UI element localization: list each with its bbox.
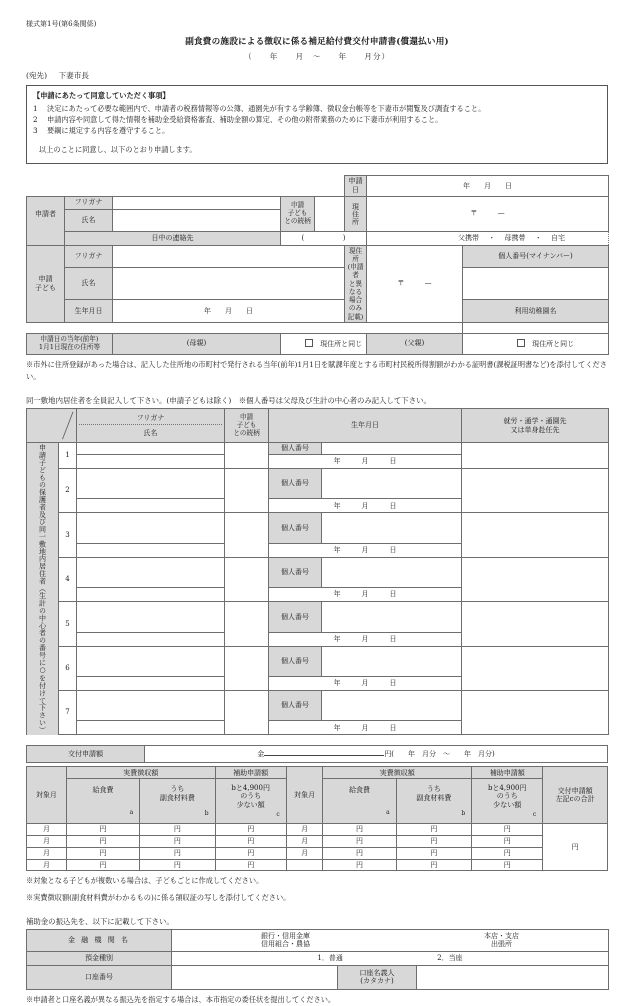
addressee-line — [26, 71, 608, 80]
side-dish-line1-right: うち — [426, 785, 441, 794]
bank-branch-line2: 出張所 — [491, 940, 513, 949]
account-number-label: 口座番号 — [27, 965, 172, 989]
child-address-line4: 場合のみ — [348, 296, 363, 313]
child-address-line5: 記載) — [347, 312, 364, 321]
resident-row — [27, 646, 609, 676]
resident-mynumber-label: 個人番号 — [269, 646, 322, 676]
month-cell-right[interactable] — [286, 859, 323, 871]
side-dish-cell-left[interactable]: 円 — [140, 847, 215, 859]
phone-paren-close: ) — [342, 233, 346, 242]
daytime-contact-label: 日中の連絡先 — [65, 231, 281, 245]
resident-birthdate-input[interactable]: 年 月 日 — [269, 455, 462, 469]
resident-birthdate-input[interactable]: 年 月 日 — [269, 543, 462, 557]
phone-type-options[interactable] — [367, 231, 609, 245]
actual-collection-header-left: 実費徴収額 — [66, 767, 215, 779]
kindergarten-value-row — [27, 322, 609, 333]
resident-furigana-input[interactable] — [77, 557, 225, 587]
form-code: 様式第1号(第6条関係) — [26, 20, 97, 28]
residents-lead: 同一敷地内居住者を全員記入して下さい。(申請子どもは除く) ※個人番号は父母及び生計の中心者のみ記入して下さい。 — [26, 396, 431, 406]
address-note: ※市外に住所登録があった場合は、記入した住所地の市町村で発行される当年(前年)1月1日を賦課年度とする市町村民税所得割額がわかる証明書(課税証明書など)を添付してください。 — [26, 359, 607, 382]
actual-collection-header-right: 実費徴収額 — [323, 767, 472, 779]
child-address-input[interactable] — [367, 245, 463, 322]
resident-work-input[interactable] — [462, 602, 609, 646]
account-holder-line2: (カタカナ) — [360, 977, 394, 986]
deposit-option-toza[interactable]: 2．当座 — [437, 953, 463, 962]
account-number-input[interactable] — [172, 965, 338, 989]
child-label-line2: 子ども — [35, 283, 56, 292]
lesser-amount-header-left — [215, 779, 286, 824]
column-mark-c-right: c — [532, 811, 537, 819]
side-dish-cell-right[interactable]: 円 — [396, 859, 471, 871]
mynumber-label: 個人番号(マイナンバー) — [463, 245, 609, 268]
resident-row — [27, 443, 609, 455]
resident-mynumber-input[interactable] — [322, 690, 462, 720]
grant-amount-row — [27, 746, 608, 763]
child-name-input[interactable] — [113, 268, 345, 300]
meal-fee-cell-right[interactable]: 円 — [323, 859, 396, 871]
resident-row — [27, 513, 609, 543]
consent-item — [33, 114, 601, 125]
resident-birthdate-input[interactable]: 年 月 日 — [269, 676, 462, 690]
resident-name-input[interactable] — [77, 721, 225, 735]
current-address-label: 現住所 — [345, 196, 367, 231]
phone-type-father[interactable]: 父携帯 — [458, 233, 480, 242]
postal-dash: — — [497, 209, 505, 218]
resident-furigana-input[interactable] — [77, 646, 225, 676]
side-dish-line1-left: うち — [170, 785, 185, 794]
meal-fee-cell-right[interactable]: 円 — [323, 836, 396, 848]
grand-total-line2: 左記cの合計 — [555, 795, 595, 804]
lesser-line2-right: のうち — [496, 792, 518, 801]
consent-heading: 【申請にあたって同意していただく事項】 — [33, 91, 170, 101]
resident-mynumber-label: 個人番号 — [269, 557, 322, 587]
grant-amount-suffix: 円( 年 月分 〜 年 月分) — [384, 750, 495, 759]
side-dish-cell-left[interactable]: 円 — [140, 859, 215, 871]
residents-vertical-label: 申請子どもの保護者及び同一敷地内居住者（生計の中心者の番号に○を付けて下さい） — [27, 443, 59, 735]
consent-item-number: 3 — [33, 125, 38, 135]
resident-relation-input[interactable] — [225, 513, 269, 557]
resident-row — [27, 469, 609, 499]
bank-institution-row — [27, 929, 609, 951]
lesser-cell-left[interactable]: 円 — [215, 824, 286, 836]
account-holder-label — [338, 965, 417, 989]
addressee-label: (宛先) — [26, 70, 48, 80]
father-same-address-checkbox[interactable] — [517, 339, 525, 347]
column-mark-c-left: c — [276, 811, 280, 819]
grant-amount-label: 交付申請額 — [27, 746, 145, 763]
deposit-option-futsu[interactable]: 1．普通 — [317, 953, 343, 962]
bank-branch-types — [484, 932, 519, 949]
meal-fee-header-right — [323, 779, 396, 824]
lesser-cell-left[interactable]: 円 — [215, 859, 286, 871]
month-cell-right[interactable]: 月 — [286, 824, 323, 836]
kindergarten-label: 利用幼稚園名 — [463, 300, 609, 323]
account-holder-line1: 口座名義人 — [359, 968, 395, 977]
child-address-label — [345, 245, 367, 322]
resident-relation-input[interactable] — [225, 469, 269, 513]
resident-number: 3 — [59, 513, 77, 557]
lesser-line3-left: 少ない額 — [236, 800, 265, 809]
child-birthdate-input[interactable]: 年 月 日 — [113, 300, 345, 323]
grand-total-cell[interactable]: 円 — [543, 824, 608, 871]
column-mark-b-left: b — [204, 810, 209, 818]
resident-mynumber-label: 個人番号 — [269, 602, 322, 632]
bank-type-line2: 信用組合・農協 — [261, 940, 310, 949]
consent-item-text: 決定にあたって必要な範囲内で、申請者の税務情報等の公簿、通園先が有する学齢簿、徴収金台帳等を下妻市が閲覧及び調査すること。 — [47, 103, 486, 113]
subsidy-request-header-right: 補助申請額 — [472, 767, 543, 779]
bank-branch-line1: 本店・支店 — [484, 931, 520, 940]
child-furigana-input[interactable] — [113, 245, 345, 268]
resident-birthdate-input[interactable]: 年 月 日 — [269, 721, 462, 735]
meal-fee-cell-left[interactable]: 円 — [66, 859, 139, 871]
resident-name-input[interactable] — [77, 499, 225, 513]
resident-work-input[interactable] — [462, 557, 609, 601]
resident-birthdate-input[interactable]: 年 月 日 — [269, 499, 462, 513]
lesser-cell-right[interactable]: 円 — [472, 847, 543, 859]
mother-address-input[interactable] — [281, 333, 367, 354]
month-cell-left[interactable]: 月 — [27, 824, 67, 836]
child-address-line2: (申請者 — [347, 263, 364, 280]
resident-name-input[interactable] — [77, 676, 225, 690]
resident-mynumber-input[interactable] — [322, 646, 462, 676]
grand-total-header — [543, 767, 608, 824]
lesser-line1-right: bと4,900円 — [487, 784, 527, 793]
bank-lead: 補助金の振込先を、以下に記載して下さい。 — [26, 916, 174, 926]
payment-row — [27, 847, 608, 859]
phone-type-home[interactable]: 自宅 — [550, 233, 565, 242]
applicant-furigana-row — [27, 196, 609, 209]
payment-header-row-1 — [27, 767, 608, 779]
meal-fee-header-left — [66, 779, 139, 824]
resident-mynumber-label: 個人番号 — [269, 690, 322, 720]
relation-label-line1: 申請 — [290, 200, 305, 209]
resident-mynumber-label: 個人番号 — [269, 469, 322, 499]
meal-fee-cell-left[interactable]: 円 — [66, 847, 139, 859]
relation-label — [281, 196, 315, 231]
payment-row — [27, 859, 608, 871]
meal-fee-label-right: 給食費 — [349, 786, 371, 795]
resident-work-input[interactable] — [462, 513, 609, 557]
payment-row — [27, 824, 608, 836]
meal-fee-label-left: 給食費 — [92, 786, 114, 795]
lesser-cell-right[interactable]: 円 — [472, 859, 543, 871]
target-month-header-left: 対象月 — [27, 767, 67, 824]
child-name-label: 氏名 — [65, 268, 113, 300]
resident-mynumber-input[interactable] — [322, 469, 462, 499]
grant-amount-prefix: 金 — [257, 750, 265, 759]
consent-item — [33, 125, 601, 136]
resident-relation-input[interactable] — [225, 443, 269, 469]
grant-amount-table — [26, 745, 608, 763]
father-same-address-label: 現住所と同じ — [532, 339, 575, 348]
consent-item-number: 1 — [33, 103, 38, 113]
application-date-row — [27, 176, 609, 197]
application-date-field[interactable]: 年 月 日 — [367, 176, 609, 197]
target-month-header-right: 対象月 — [286, 767, 323, 824]
account-number-row — [27, 965, 609, 989]
residents-relation-line1: 申請 — [239, 412, 254, 421]
residents-name-header-label: 氏名 — [143, 428, 158, 437]
father-label: (父親) — [367, 333, 463, 354]
meal-fee-cell-right[interactable]: 円 — [323, 847, 396, 859]
jan1-line2: 1月1日現在の住所等 — [38, 342, 101, 351]
name-label: 氏名 — [65, 209, 113, 231]
addressee-name: 下妻市長 — [58, 70, 89, 80]
jan1-address-label — [27, 333, 113, 354]
bank-type-line1: 銀行・信用金庫 — [261, 931, 310, 940]
column-mark-b-right: b — [461, 810, 466, 818]
child-name-row — [27, 268, 609, 300]
residents-header-row — [27, 409, 609, 443]
resident-relation-input[interactable] — [225, 690, 269, 734]
bank-institution-input[interactable] — [172, 929, 609, 951]
lesser-line1-left: bと4,900円 — [231, 784, 270, 793]
residents-name-header — [77, 409, 225, 443]
applicant-label: 申請者 — [27, 196, 65, 231]
meal-fee-cell-left[interactable]: 円 — [66, 824, 139, 836]
side-dish-line2-left: 副食材料費 — [159, 793, 195, 802]
applicant-table — [26, 175, 609, 355]
grant-amount-input[interactable] — [145, 746, 608, 763]
child-address-line1: 現住所 — [348, 246, 363, 263]
deposit-type-row — [27, 951, 609, 965]
side-dish-cell-right[interactable]: 円 — [396, 824, 471, 836]
residents-relation-line3: との続柄 — [233, 428, 260, 437]
residents-birthdate-header: 生年月日 — [269, 409, 462, 443]
side-dish-line2-right: 副食材料費 — [416, 793, 452, 802]
residents-table — [26, 408, 609, 735]
resident-mynumber-label: 個人番号 — [269, 513, 322, 543]
child-label — [27, 245, 65, 322]
jan1-address-row — [27, 333, 609, 354]
column-mark-a-left: a — [129, 809, 134, 817]
lesser-cell-left[interactable]: 円 — [215, 836, 286, 848]
payment-breakdown-table — [26, 766, 608, 871]
resident-mynumber-label: 個人番号 — [269, 443, 322, 455]
payment-row — [27, 836, 608, 848]
kindergarten-input[interactable] — [463, 322, 609, 333]
payment-note-1: ※対象となる子どもが複数いる場合は、子どもごとに作成してください。 — [26, 876, 264, 886]
month-cell-left[interactable]: 月 — [27, 847, 67, 859]
applicant-furigana-input[interactable] — [113, 196, 281, 209]
meal-fee-cell-left[interactable]: 円 — [66, 836, 139, 848]
side-dish-cell-left[interactable]: 円 — [140, 824, 215, 836]
resident-relation-input[interactable] — [225, 646, 269, 690]
resident-number: 1 — [59, 443, 77, 469]
side-dish-header-left — [140, 779, 215, 824]
bank-note: ※申請者と口座名義が異なる振込先を指定する場合は、本市指定の委任状を提出してください。 — [26, 994, 336, 1004]
page-title: 副食費の施設による徴収に係る補足給付費交付申請書(償還払い用) — [185, 36, 449, 47]
lesser-cell-left[interactable]: 円 — [215, 847, 286, 859]
lesser-line2-left: のうち — [240, 792, 262, 801]
child-address-line3: と異なる — [348, 279, 363, 296]
resident-number: 7 — [59, 690, 77, 734]
applicant-name-input[interactable] — [113, 209, 281, 231]
relation-label-line3: との続柄 — [284, 216, 311, 225]
residents-relation-header — [225, 409, 269, 443]
resident-row — [27, 690, 609, 720]
resident-work-input[interactable] — [462, 469, 609, 513]
mother-label: (母親) — [113, 333, 281, 354]
child-birthdate-row — [27, 300, 609, 323]
child-postal-mark: 〒 — [397, 279, 405, 288]
form-body — [26, 20, 608, 1006]
consent-item-number: 2 — [33, 114, 38, 124]
resident-relation-input[interactable] — [225, 557, 269, 601]
mynumber-input[interactable] — [463, 268, 609, 300]
grand-total-line1: 交付申請額 — [557, 787, 593, 795]
side-dish-cell-right[interactable]: 円 — [396, 836, 471, 848]
residents-work-header — [462, 409, 609, 443]
mother-same-address-label: 現住所と同じ — [320, 339, 363, 348]
resident-mynumber-input[interactable] — [322, 513, 462, 543]
resident-name-input[interactable] — [77, 588, 225, 602]
child-label-line1: 申請 — [38, 275, 53, 284]
mother-same-address-checkbox[interactable] — [305, 339, 313, 347]
meal-fee-cell-right[interactable]: 円 — [323, 824, 396, 836]
resident-relation-input[interactable] — [225, 602, 269, 646]
month-cell-left[interactable]: 月 — [27, 859, 67, 871]
lesser-cell-right[interactable]: 円 — [472, 824, 543, 836]
resident-mynumber-input[interactable] — [322, 557, 462, 587]
child-furigana-row — [27, 245, 609, 268]
resident-number: 6 — [59, 646, 77, 690]
bank-institution-label: 金 融 機 関 名 — [27, 929, 172, 951]
resident-number: 4 — [59, 557, 77, 601]
consent-item-text: 要綱に規定する内容を遵守すること。 — [47, 125, 170, 135]
month-cell-right[interactable]: 月 — [286, 836, 323, 848]
residents-vertical-header-spacer — [27, 409, 59, 443]
consent-item-text: 申請内容や同意して得た情報を補助金受給資格審査、補助金額の算定、その他の附帯業務のために下妻市が利用すること。 — [47, 114, 443, 124]
bank-institution-types — [261, 932, 310, 949]
account-holder-input[interactable] — [417, 965, 609, 989]
applicant-address-input[interactable] — [367, 196, 609, 231]
resident-furigana-input[interactable] — [77, 602, 225, 632]
resident-birthdate-input[interactable]: 年 月 日 — [269, 632, 462, 646]
lesser-line3-right: 少ない額 — [493, 800, 522, 809]
phone-paren-open: ( — [301, 233, 305, 242]
postal-mark: 〒 — [470, 209, 478, 218]
sep: ・ — [488, 233, 496, 242]
column-mark-a-right: a — [386, 809, 390, 817]
birthdate-label: 生年月日 — [65, 300, 113, 323]
residents-work-line2: 又は単身赴任先 — [510, 425, 560, 434]
payment-note-2: ※実費徴収額(副食材料費がわかるもの)に係る領収証の写しを添付してください。 — [26, 892, 291, 902]
subsidy-request-header-left: 補助申請額 — [215, 767, 286, 779]
resident-furigana-input[interactable] — [77, 443, 225, 455]
resident-mynumber-input[interactable] — [322, 443, 462, 455]
resident-row — [27, 602, 609, 632]
child-furigana-label: フリガナ — [65, 245, 113, 268]
resident-name-input[interactable] — [77, 455, 225, 469]
sep: ・ — [534, 233, 542, 242]
application-date-label: 申請日 — [345, 176, 367, 197]
residents-relation-line2: 子ども — [236, 420, 257, 429]
bank-account-table — [26, 929, 609, 990]
consent-box — [26, 85, 608, 164]
resident-furigana-input[interactable] — [77, 513, 225, 543]
father-address-input[interactable] — [463, 333, 609, 354]
lesser-cell-right[interactable]: 円 — [472, 836, 543, 848]
residents-furigana-header: フリガナ — [79, 414, 222, 425]
daytime-contact-input[interactable] — [281, 231, 367, 245]
month-cell-right[interactable]: 月 — [286, 847, 323, 859]
resident-furigana-input[interactable] — [77, 690, 225, 720]
side-dish-cell-right[interactable]: 円 — [396, 847, 471, 859]
consent-closing: 以上のことに同意し、以下のとおり申請します。 — [39, 145, 197, 155]
lesser-amount-header-right — [472, 779, 543, 824]
residents-number-header — [59, 409, 77, 443]
side-dish-header-right — [396, 779, 471, 824]
resident-birthdate-input[interactable]: 年 月 日 — [269, 588, 462, 602]
jan1-line1: 申請日の当年(前年) — [40, 334, 99, 343]
relation-label-line2: 子ども — [287, 208, 308, 217]
consent-item — [33, 103, 601, 114]
application-period: （ 年 月 〜 年 月分） — [243, 52, 391, 62]
resident-name-input[interactable] — [77, 632, 225, 646]
deposit-type-options[interactable] — [172, 951, 609, 965]
resident-work-input[interactable] — [462, 646, 609, 690]
residents-work-line1: 就労・通学・通園先 — [503, 417, 567, 426]
resident-number: 5 — [59, 602, 77, 646]
resident-mynumber-input[interactable] — [322, 602, 462, 632]
deposit-type-label: 預金種別 — [27, 951, 172, 965]
applicant-label-spacer — [27, 231, 65, 245]
month-cell-left[interactable]: 月 — [27, 836, 67, 848]
side-dish-cell-left[interactable]: 円 — [140, 836, 215, 848]
resident-work-input[interactable] — [462, 690, 609, 734]
resident-name-input[interactable] — [77, 543, 225, 557]
resident-work-input[interactable] — [462, 443, 609, 469]
applicant-relation-input[interactable] — [315, 196, 345, 231]
phone-type-mother[interactable]: 母携帯 — [504, 233, 526, 242]
resident-furigana-input[interactable] — [77, 469, 225, 499]
child-postal-dash: — — [424, 279, 432, 288]
resident-row — [27, 557, 609, 587]
daytime-contact-row — [27, 231, 609, 245]
furigana-label: フリガナ — [65, 196, 113, 209]
resident-number: 2 — [59, 469, 77, 513]
